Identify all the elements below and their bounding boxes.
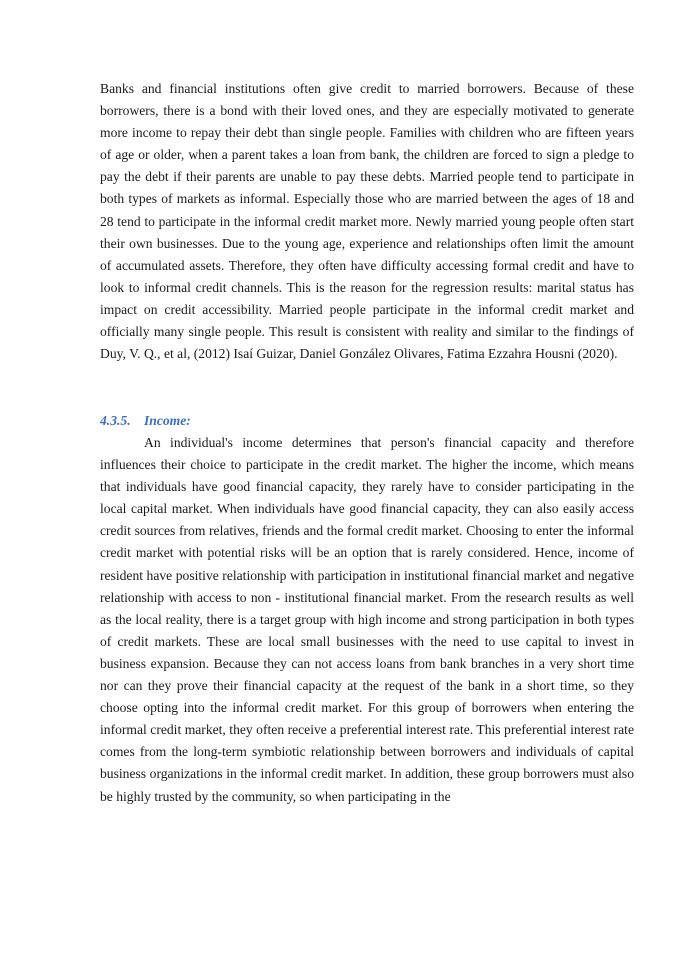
paragraph-text: An individual's income determines that person's financial capacity and therefore influences their choice to participate in the credit market. The higher the income, which means that individuals have good financial capacity, they rarely have to consider participating in the local capital market. When individuals have good financial capacity, they can also easily access credit sources from relatives, friends and the formal credit market. Choosing to enter the informal credit market with potential risks will be an option that is rarely considered. Hence, income of resident have positive relationship with participation in institutional financial market and negative relationship with access to non - institutional financial market. From the research results as well as the local reality, there is a target group with high income and strong participation in both types of credit markets. These are local small businesses with the need to use capital to invest in business expansion. Because they can not access loans from bank branches in a very short time nor can they prove their financial capacity at the request of the bank in a short time, so they choose opting into the informal credit market. For this group of borrowers when entering the informal credit market, they often receive a preferential interest rate. This preferential interest rate comes from the long-term symbiotic relationship between borrowers and individuals of capital business organizations in the informal credit market. In addition, these group borrowers must also be highly trusted by the community, so when participating in the	[100, 435, 634, 804]
section-number: 4.3.5.	[100, 413, 131, 428]
paragraph-text: Banks and financial institutions often give credit to married borrowers. Because of these borrowers, there is a bond with their loved ones, and they are especially motivated to generate more income to repay their debt than single people. Families with children who are fifteen years of age or older, when a parent takes a loan from bank, the children are forced to sign a pledge to pay the debt if their parents are unable to pay these debts. Married people tend to participate in both types of markets as informal. Especially those who are married between the ages of 18 and 28 tend to participate in the informal credit market more. Newly married young people often start their own businesses. Due to the young age, experience and relationships often limit the amount of accumulated assets. Therefore, they often have difficulty accessing formal credit and have to look to informal credit channels. This is the reason for the regression results: marital status has impact on credit accessibility. Married people participate in the informal credit market and officially many single people. This result is consistent with reality and similar to the findings of Duy, V. Q., et al, (2012) Isaí Guizar, Daniel González Olivares, Fatima Ezzahra Housni (2020).	[100, 81, 634, 362]
body-paragraph-income	[100, 432, 634, 808]
body-paragraph-marital-status	[100, 78, 634, 365]
section-title: Income:	[144, 413, 191, 428]
section-heading-income	[100, 410, 634, 432]
